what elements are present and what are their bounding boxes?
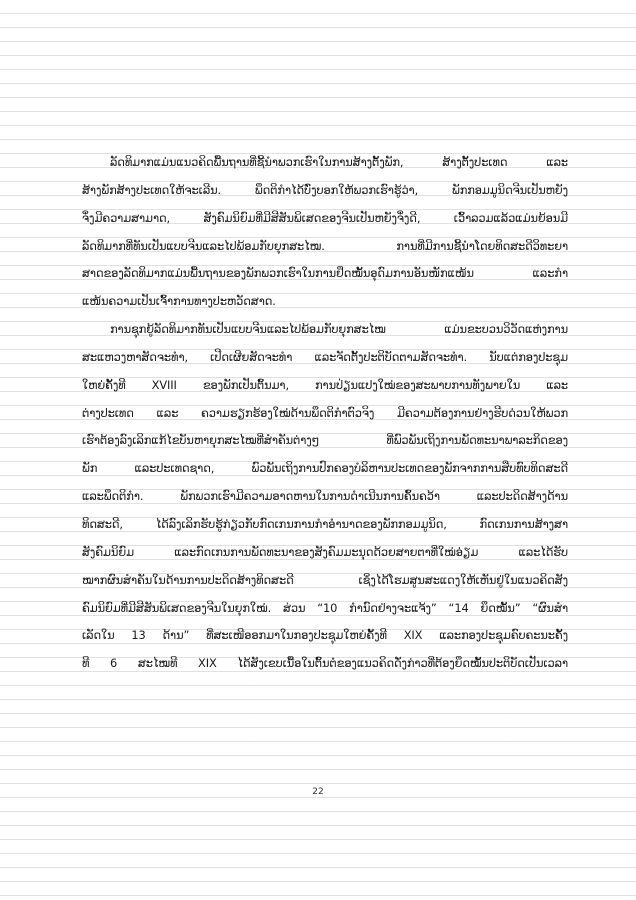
text-line: ສາດຂອງລັດທິມາກແມ່ນພື້ນຖານຂອງພັກພວກເຮົາໃນການຢຶດໝັ້ນອຸດົມການອັນໜັກແໜ້ນ ແລະກຳ bbox=[82, 266, 568, 281]
text-line: ພັກ ແລະປະເທດຊາດ, ພົວພັນເຖິງການປົກຄອງບໍລິຫານປະເທດຂອງພັກຈາກການສືບທົບທິດສະດີ bbox=[82, 461, 568, 476]
text-line: ແໜ້ນຄວາມເປັນເຈົ້າການທາງປະຫວັດສາດ. bbox=[82, 294, 276, 309]
body-text bbox=[82, 149, 568, 678]
text-line: ລັດທິມາກທີ່ທັນເປັນແບບຈີນແລະໄປພ້ອມກັບຍຸກສະໄໝ. ການທີ່ມີການຊີ້ນຳໂດຍທິດສະດີວິທະຍາ bbox=[82, 238, 568, 253]
text-line: ທິດສະດີ, ໄດ້ລົງເລິກຮັບຮູ້ກ່ຽວກັບກົດເກນການກຳອຳນາດຂອງພັກກອມມູນິດ, ກົດເກນການສ້າງສາ bbox=[82, 516, 568, 531]
text-line: ຈຶ່ງມີຄວາມສາມາດ, ສັງຄົມນິຍົມທີ່ມີສີສັນພິເສດຂອງຈີນເປັນຫຍັງຈຶ່ງດີ, ເວົ້າລວມແລ້ວແມ່ນຍ້ອນມີ bbox=[82, 210, 568, 225]
text-line: ເຮົາຕ້ອງລົງເລິກແກ້ໄຂບັນຫາຍຸກສະໄໝທີ່ສຳຄັນຕ່າງໆ ທີ່ພົວພັນເຖິງການພັດທະນາພາລະກິດຂອງ bbox=[82, 433, 568, 448]
text-line: ເລັດໃນ 13 ດ້ານ” ທີ່ສະເໜີອອກມາໃນກອງປະຊຸມໃຫຍ່ຄັ້ງທີ XIX ແລະກອງປະຊຸມຄົບຄະນະຄັ້ງ bbox=[82, 628, 568, 643]
text-line: ແລະພຶດຕິກຳ. ພັກພວກເຮົາມີຄວາມອາດຫານໃນການດຳເນີນການຄົ້ນຄວ້າ ແລະປະດິດສ້າງດ້ານ bbox=[82, 489, 568, 504]
text-line: ຕ່າງປະເທດ ແລະ ຄວາມຮຽກຮ້ອງໃໝ່ດ້ານພຶດຕິກຳຕົວຈິງ ມີຄວາມຕ້ອງການຢ່າງຮີບດ່ວນໃຫ້ພວກ bbox=[82, 405, 568, 420]
text-line: ສ້າງພັກສ້າງປະເທດໃຫ້ຈະເລີນ. ພຶດຕິກຳໄດ້ບົ່ງບອກໃຫ້ພວກເຮົາຮູ້ວ່າ, ພັກກອມມູນິດຈີນເປັນຫຍັງ bbox=[82, 182, 568, 197]
text-line: ສັງຄົມນິຍົມ ແລະກົດເກນການພັດທະນາຂອງສັງຄົມມະນຸດດ້ວຍສາຍຕາທີ່ໃໝ່ອ່ຽມ ແລະໄດ້ຮັບ bbox=[82, 544, 568, 559]
text-line: ທີ 6 ສະໄໝທີ XIX ໄດ້ສັງເຂບເນື້ອໃນຕົ້ນຕໍຂອງແນວຄິດດັ່ງກ່າວທີ່ຕ້ອງຍຶດໝັ້ນປະຕິບັດເປັນເວລາ bbox=[82, 656, 568, 671]
text-line: ການຊຸກຍູ້ລັດທິມາກທັນເປັນແບບຈີນແລະໄປພ້ອມກັບຍຸກສະໄໝ ແມ່ນຂະບວນວິວັດແຫ່ງການ bbox=[110, 322, 568, 337]
text-line: ລັດທິມາກແມ່ນແນວຄິດພື້ນຖານທີ່ຊີ້ນຳພວກເຮົາໃນການສ້າງຕັ້ງພັກ, ສ້າງຕັ້ງປະເທດ ແລະ bbox=[110, 155, 568, 169]
text-line: ໝາກຜົນສຳຄັນໃນດ້ານການປະດິດສ້າງທິດສະດີ ເຊິ່ງໄດ້ໂຮມສູນສະແດງໃຫ້ເຫັນຢູ່ໃນແນວຄິດສັງ bbox=[82, 572, 568, 587]
text-line: ໃຫຍ່ຄັ້ງທີ XVIII ຂອງພັກເປັນຕົ້ນມາ, ການປ່ຽນແປງໃໝ່ຂອງສະພາບການທັງພາຍໃນ ແລະ bbox=[82, 377, 568, 392]
text-line: ຄົມນິຍົມທີ່ມີສີສັນພິເສດຂອງຈີນໃນຍຸກໃໝ່. ສ່ວນ “10 ກຳນົດຢ່າງຈະແຈ້ງ” “14 ຍຶດໝັ້ນ” “ຜົນສຳ bbox=[82, 600, 568, 615]
text-line: ສະແຫວງຫາສັດຈະທຳ, ເປີດເຜີຍສັດຈະທຳ ແລະຈັດຕັ້ງປະຕິບັດຕາມສັດຈະທຳ. ນັບແຕ່ກອງປະຊຸມ bbox=[82, 349, 568, 364]
page-number: 22 bbox=[312, 787, 324, 797]
